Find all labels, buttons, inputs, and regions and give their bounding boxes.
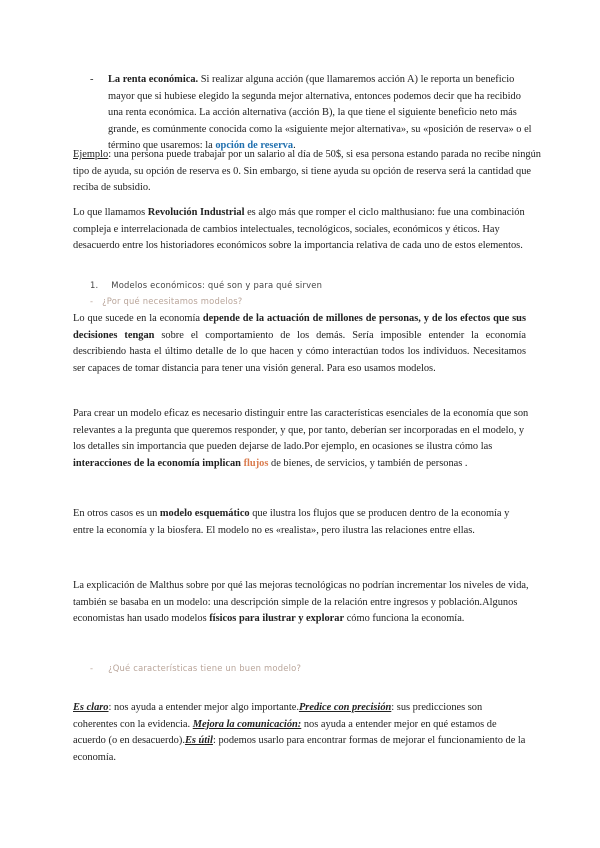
revolution-text: es algo más que romper el ciclo malthusiano: fue una combinación compleja e interrelacionada de cambios intelectuales, tecnológicos, sociales, económicos y éticos. Hay desacuerdo entre los historiadores económicos sobre la importancia relativa de cada uno de estos elementos. bbox=[73, 207, 525, 251]
models-bold: depende de la actuación de millones de personas, y de los efectos que sus decisiones tengan bbox=[73, 313, 526, 341]
sub-dash-2: - bbox=[90, 663, 94, 673]
economic-rent-text: Si realizar alguna acción (que llamaremos acción A) le reporta un beneficio mayor que si hubiese elegido la segunda mejor alternativa, entonces podemos decir que ha recibido una renta económica. La acción alternativa (acción B), la que tiene el siguiente beneficio neto más grande, es comúnmente conocida como la «siguiente mejor alternativa», su «posición de reserva» o el término que usaremos: la bbox=[108, 74, 532, 151]
reserve-option-highlight: opción de reserva bbox=[215, 140, 294, 151]
schematic-pre: En otros casos es un bbox=[73, 508, 160, 519]
term-economic-rent: La renta económica. bbox=[108, 74, 199, 85]
effective-pre: Para crear un modelo eficaz es necesario distinguir entre las características esenciales de la economía que son relevantes a la pregunta que queremos responder, y que, por tanto, deberían ser incorporadas en el modelo, y los detalles sin importancia que pueden dejarse de lado.Por ejemplo, en ocasiones se ilustra cómo las bbox=[73, 408, 529, 452]
malthus-pre: La explicación de Malthus sobre por qué las mejoras tecnológicas no podrían incrementar los niveles de vida, también se basaba en un modelo: una descripción simple de la relación entre ingresos y población.Algunos economistas han usado modelos bbox=[73, 580, 529, 624]
trait-predicts: Predice con precisión bbox=[298, 702, 392, 713]
trait-useful: Es útil bbox=[184, 735, 213, 746]
subheading-why-models bbox=[90, 294, 490, 308]
effective-text: de bienes, de servicios, y también de personas . bbox=[268, 457, 468, 469]
schematic-text: que ilustra los flujos que se producen dentro de la economía y entre la economía y la biosfera. El modelo no es «realista», pero ilustra las relaciones entre ellas. bbox=[73, 508, 510, 536]
paragraph-effective-model bbox=[73, 406, 529, 472]
models-text: sobre el comportamiento de los demás. Sería imposible entender la economía describiendo hasta el último detalle de lo que hacen y cómo interactúan todos los individuos. Necesitamos ser capaces de tomar distancia para tener una visión general. Para eso usamos modelos. bbox=[73, 329, 526, 374]
paragraph-example bbox=[73, 147, 543, 197]
section-heading-models bbox=[90, 278, 490, 292]
trait-useful-text: : podemos usarlo para encontrar formas de mejorar el funcionamiento de la economía. bbox=[73, 735, 526, 763]
paragraph-industrial-revolution bbox=[73, 205, 543, 255]
trait-communication: Mejora la comunicación: bbox=[192, 718, 302, 730]
schematic-bold: modelo esquemático bbox=[159, 508, 250, 519]
malthus-bold: físicos para ilustrar y explorar bbox=[209, 613, 345, 624]
economic-rent-end: . bbox=[293, 140, 296, 151]
paragraph-economic-rent bbox=[108, 72, 538, 155]
models-pre: Lo que sucede en la economía bbox=[73, 313, 203, 324]
paragraph-why-models bbox=[73, 311, 526, 377]
example-text: : una persona puede trabajar por un salario al día de 50$, si esa persona estando parada no recibe ningún tipo de ayuda, su opción de reserva es 0. Sin embargo, si tiene ayuda su opción de reserva será la cantidad que reciba de subsidio. bbox=[73, 149, 542, 193]
effective-bold: interacciones de la economía implican bbox=[73, 457, 241, 469]
subheading-good-model bbox=[90, 661, 490, 675]
subheading-good-model-text: ¿Qué características tiene un buen modelo? bbox=[108, 663, 302, 673]
revolution-pre: Lo que llamamos bbox=[73, 207, 148, 218]
subheading-text: ¿Por qué necesitamos modelos? bbox=[102, 296, 243, 306]
trait-communication-text: nos ayuda a entender mejor en qué estamos de acuerdo (o en desacuerdo). bbox=[73, 718, 497, 746]
trait-clear: Es claro bbox=[73, 702, 109, 713]
bullet-dash: - bbox=[90, 74, 94, 85]
paragraph-malthus bbox=[73, 578, 529, 628]
paragraph-schematic-model bbox=[73, 506, 529, 539]
trait-predicts-text: : sus predicciones son coherentes con la evidencia. bbox=[73, 702, 483, 730]
example-label: Ejemplo bbox=[73, 149, 109, 160]
sub-dash: - bbox=[90, 296, 94, 306]
section-title: Modelos económicos: qué son y para qué sirven bbox=[111, 280, 323, 290]
trait-clear-text: : nos ayuda a entender mejor algo importante. bbox=[108, 702, 299, 713]
paragraph-model-traits bbox=[73, 700, 529, 766]
term-industrial-revolution: Revolución Industrial bbox=[147, 207, 245, 218]
section-number: 1. bbox=[90, 280, 99, 290]
flows-word: flujos bbox=[243, 457, 269, 469]
malthus-text: cómo funciona la economía. bbox=[344, 613, 465, 624]
